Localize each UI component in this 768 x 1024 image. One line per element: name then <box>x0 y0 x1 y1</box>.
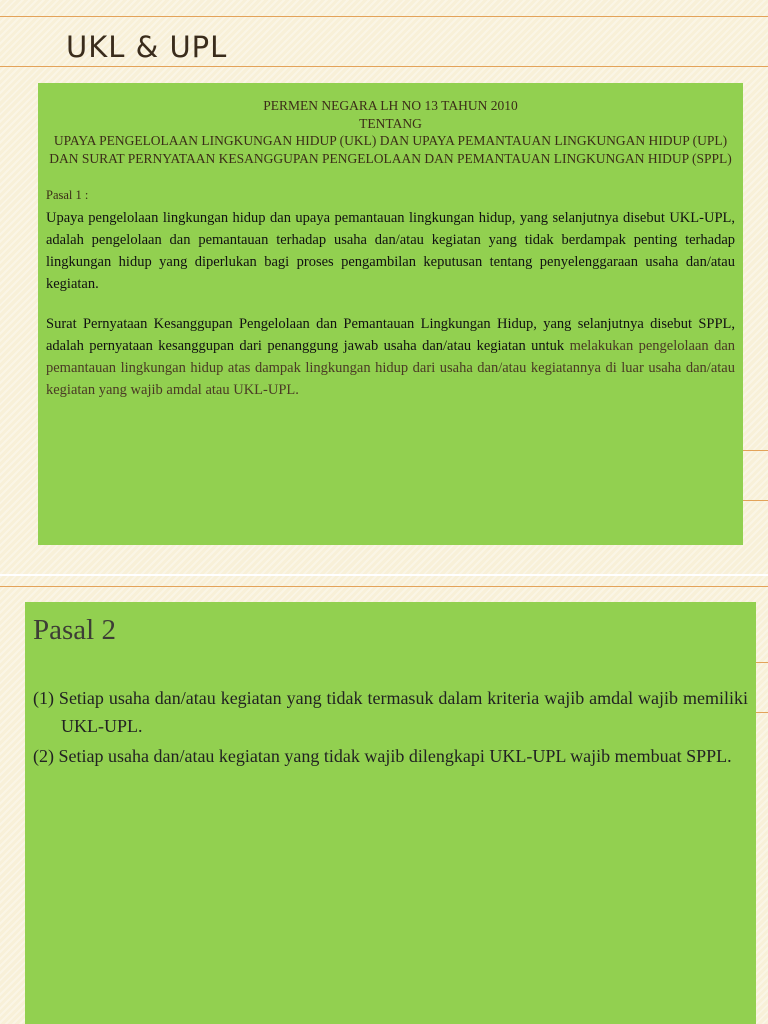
accent-line <box>755 662 768 663</box>
accent-line <box>742 450 768 451</box>
slide-2 <box>0 576 768 1024</box>
list-item: (2) Setiap usaha dan/atau kegiatan yang tidak wajib dilengkapi UKL-UPL wajib membuat SPPL. <box>33 746 732 766</box>
law-title: UPAYA PENGELOLAAN LINGKUNGAN HIDUP (UKL) DAN UPAYA PEMANTAUAN LINGKUNGAN HIDUP (UPL) DAN SURAT PERNYATAAN KESANGGUPAN PENGELOLAAN DAN PEMANTAUAN LINGKUNGAN HIDUP (SPPL) <box>49 133 732 166</box>
paragraph-2-part-b: melakukan pengelolaan dan pemantauan lingkungan hidup atas dampak lingkungan hidup dari usaha dan/atau kegiatannya di luar usaha dan/atau kegiatan yang wajib amdal atau UKL-UPL. <box>46 338 736 398</box>
accent-line <box>742 500 768 501</box>
content-panel <box>25 602 756 1024</box>
pasal-1-paragraph-2 <box>46 313 735 401</box>
list-item: (1) Setiap usaha dan/atau kegiatan yang tidak termasuk dalam kriteria wajib amdal wajib memiliki UKL-UPL. <box>33 688 748 736</box>
pasal-2-title: Pasal 2 <box>33 614 116 646</box>
accent-line <box>0 586 768 587</box>
law-reference: PERMEN NEGARA LH NO 13 TAHUN 2010 <box>263 98 518 113</box>
pasal-1-label: Pasal 1 : <box>46 188 89 202</box>
accent-line <box>0 66 768 67</box>
pasal-1-paragraph-1: Upaya pengelolaan lingkungan hidup dan upaya pemantauan lingkungan hidup, yang selanjutnya disebut UKL-UPL, adalah pengelolaan dan pemantauan terhadap usaha dan/atau kegiatan yang tidak berdampak penting terhadap lingkungan hidup yang diperlukan bagi proses pengambilan keputusan tentang penyelenggaraan usaha dan/atau kegiatan. <box>46 210 735 292</box>
law-about: TENTANG <box>359 115 422 131</box>
paragraph-2-part-a: Surat Pernyataan Kesanggupan Pengelolaan dan Pemantauan Lingkungan Hidup, yang selanjutnya disebut SPPL, adalah pernyataan kesanggupan dari penanggung jawab usaha dan/atau kegiatan untuk <box>46 316 735 354</box>
accent-line <box>0 16 768 17</box>
content-panel <box>38 83 743 545</box>
slide-title: UKL & UPL <box>66 30 228 64</box>
law-heading <box>46 97 735 168</box>
accent-line <box>755 712 768 713</box>
pasal-2-list <box>33 684 748 770</box>
